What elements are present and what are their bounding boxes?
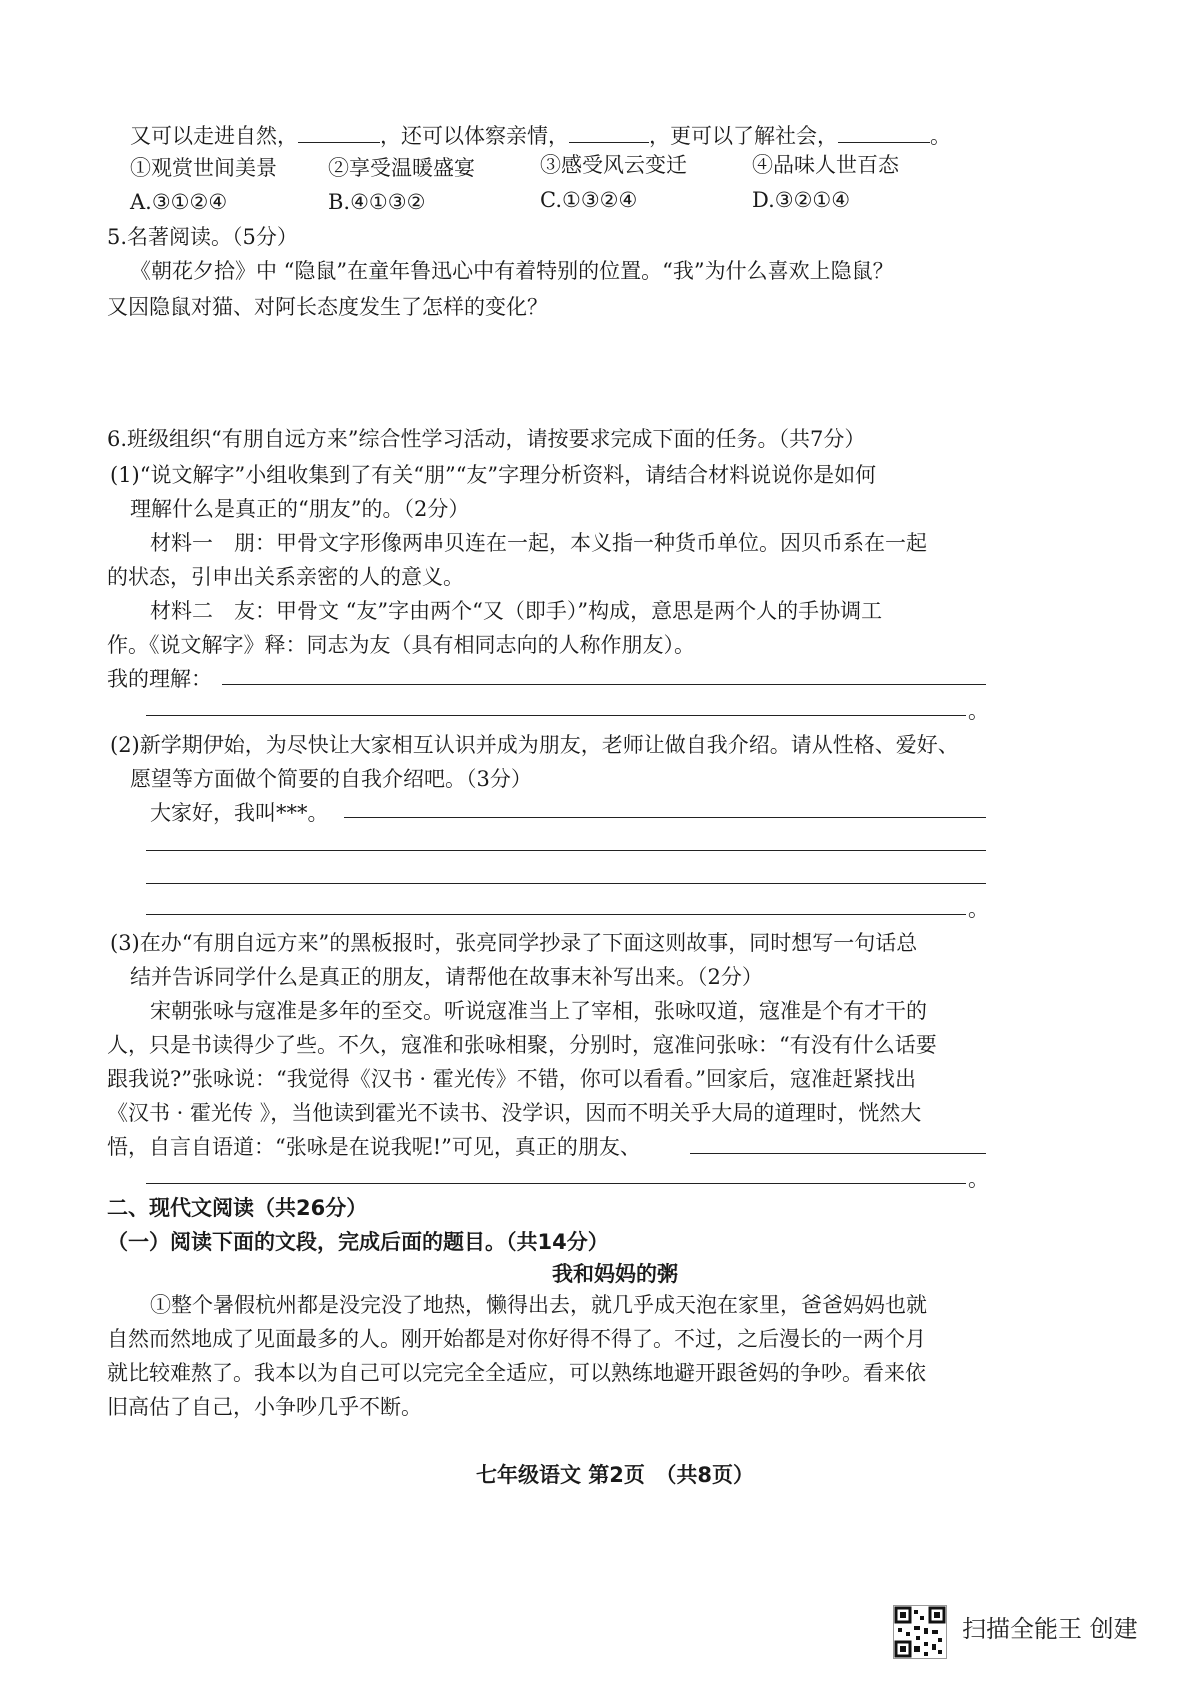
friend-answer-period: 。 <box>968 1167 989 1191</box>
article-para-line-4: 旧高估了自己，小争吵几乎不断。 <box>107 1395 422 1419</box>
q4-answer-blank-1[interactable] <box>298 120 380 143</box>
q4-item-4: ④品味人世百态 <box>752 153 899 177</box>
q4-item-1: ①观赏世间美景 <box>130 156 277 180</box>
q6-part2-line-1: (2)新学期伊始，为尽快让大家相互认识并成为朋友，老师让做自我介绍。请从性格、爱好、 <box>110 733 959 757</box>
q4-sentence-mid1: ，还可以体察亲情， <box>380 124 569 148</box>
q4-sentence <box>130 120 951 151</box>
understanding-answer-line-1[interactable] <box>222 684 986 685</box>
friend-answer-line-2[interactable] <box>146 1183 966 1184</box>
self-intro-period: 。 <box>968 897 989 921</box>
q4-choice-d[interactable]: D.③②①④ <box>752 188 851 212</box>
q4-answer-blank-2[interactable] <box>569 120 649 143</box>
q4-item-2: ②享受温暖盛宴 <box>328 156 475 180</box>
q5-line-2: 又因隐鼠对猫、对阿长态度发生了怎样的变化？ <box>107 295 548 319</box>
scanner-watermark: 扫描全能王 创建 <box>962 1615 1138 1643</box>
story-line-5: 悟，自言自语道：“张咏是在说我呢!”可见，真正的朋友、 <box>107 1135 641 1159</box>
article-para-line-2: 自然而然地成了见面最多的人。刚开始都是对你好得不得了。不过，之后漫长的一两个月 <box>107 1327 926 1351</box>
q4-item-3: ③感受风云变迁 <box>540 153 687 177</box>
q6-part3-line-2: 结并告诉同学什么是真正的朋友，请帮他在故事末补写出来。（2分） <box>130 965 763 989</box>
q6-title: 6.班级组织“有朋自远方来”综合性学习活动，请按要求完成下面的任务。（共7分） <box>107 427 866 451</box>
self-intro-greeting: 大家好，我叫***。 <box>150 801 329 825</box>
my-understanding-label: 我的理解： <box>107 667 212 691</box>
q4-sentence-mid2: ，更可以了解社会， <box>649 124 838 148</box>
page-footer: 七年级语文 第2页 （共8页） <box>475 1463 755 1487</box>
q4-sentence-end: 。 <box>930 124 951 148</box>
material1-line-2: 的状态，引申出关系亲密的人的意义。 <box>107 565 464 589</box>
q4-choice-b[interactable]: B.④①③② <box>328 190 426 214</box>
understanding-period: 。 <box>968 699 989 723</box>
q6-part1-line-2: 理解什么是真正的“朋友”的。（2分） <box>130 497 470 521</box>
material2-line-2: 作。《说文解字》释：同志为友（具有相同志向的人称作朋友）。 <box>107 633 695 657</box>
q6-part1-line-1: (1)“说文解字”小组收集到了有关“朋”“友”字理分析资料，请结合材料说说你是如何 <box>110 463 877 487</box>
story-line-2: 人，只是书读得少了些。不久，寇准和张咏相聚，分别时，寇准问张咏：“有没有什么话要 <box>107 1033 937 1057</box>
section2-heading: 二、现代文阅读（共26分） <box>107 1196 368 1220</box>
story-line-1: 宋朝张咏与寇准是多年的至交。听说寇准当上了宰相，张咏叹道，寇准是个有才干的 <box>150 999 927 1023</box>
q6-part3-line-1: (3)在办“有朋自远方来”的黑板报时，张亮同学抄录了下面这则故事，同时想写一句话总 <box>110 931 918 955</box>
story-line-4: 《汉书 · 霍光传 》，当他读到霍光不读书、没学识，因而不明关乎大局的道理时，恍然大 <box>107 1101 922 1125</box>
qr-code-icon <box>893 1605 947 1659</box>
self-intro-answer-line-2[interactable] <box>146 850 986 851</box>
article-title: 我和妈妈的粥 <box>552 1262 678 1286</box>
q4-answer-blank-3[interactable] <box>838 120 930 143</box>
material2-line-1: 材料二 友：甲骨文 “友”字由两个“又（即手）”构成，意思是两个人的手协调工 <box>150 599 883 623</box>
q6-part2-line-2: 愿望等方面做个简要的自我介绍吧。（3分） <box>130 767 532 791</box>
q5-title: 5.名著阅读。（5分） <box>107 225 298 249</box>
section2-sub-heading: （一）阅读下面的文段，完成后面的题目。（共14分） <box>107 1230 609 1254</box>
article-para-line-1: ①整个暑假杭州都是没完没了地热，懒得出去，就几乎成天泡在家里，爸爸妈妈也就 <box>150 1293 927 1317</box>
q5-line-1: 《朝花夕拾》中 “隐鼠”在童年鲁迅心中有着特别的位置。“我”为什么喜欢上隐鼠？ <box>130 259 894 283</box>
q4-choice-c[interactable]: C.①③②④ <box>540 188 638 212</box>
story-line-3: 跟我说?”张咏说：“我觉得《汉书 · 霍光传》不错，你可以看看。”回家后，寇准赶紧找出 <box>107 1067 916 1091</box>
friend-answer-line-1[interactable] <box>690 1153 986 1154</box>
q4-sentence-start: 又可以走进自然， <box>130 124 298 148</box>
self-intro-answer-line-3[interactable] <box>146 883 986 884</box>
self-intro-answer-line-1[interactable] <box>344 817 986 818</box>
q4-choice-a[interactable]: A.③①②④ <box>130 190 228 214</box>
article-para-line-3: 就比较难熬了。我本以为自己可以完完全全适应，可以熟练地避开跟爸妈的争吵。看来依 <box>107 1361 926 1385</box>
material1-line-1: 材料一 朋：甲骨文字形像两串贝连在一起，本义指一种货币单位。因贝币系在一起 <box>150 531 927 555</box>
self-intro-answer-line-4[interactable] <box>146 914 966 915</box>
understanding-answer-line-2[interactable] <box>146 715 966 716</box>
